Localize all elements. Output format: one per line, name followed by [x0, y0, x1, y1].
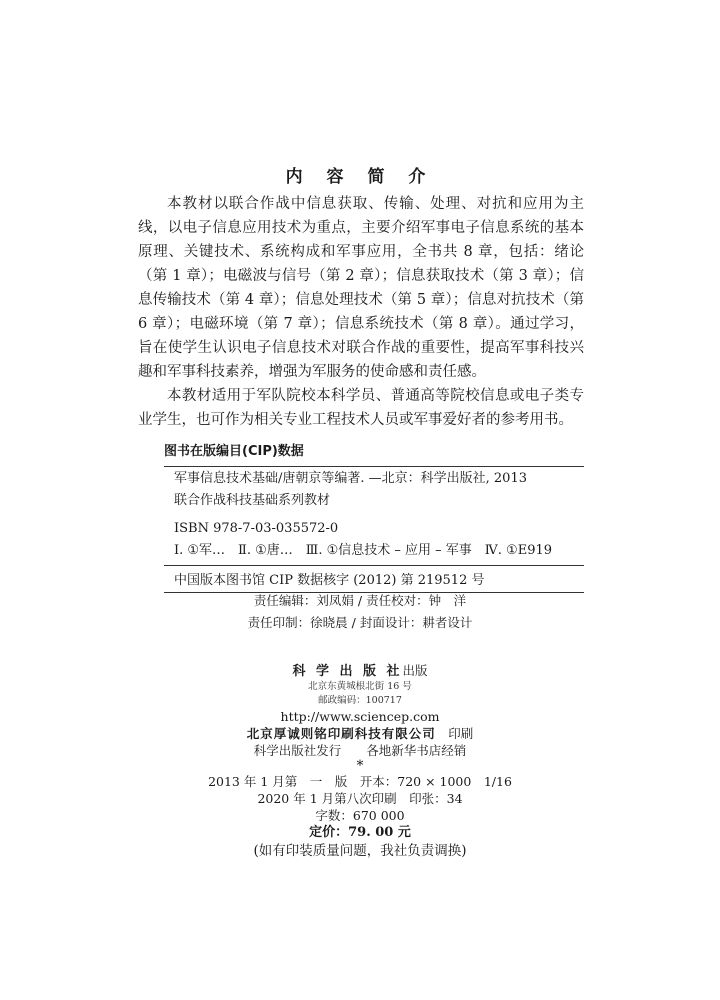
section-title: 内 容 简 介	[285, 167, 435, 187]
publisher-website: http://www.sciencep.com	[280, 709, 440, 724]
publisher-postcode: 邮政编码：100717	[318, 695, 402, 706]
editorial-credits	[0, 590, 720, 634]
publisher-address: 北京东黄城根北街 16 号	[308, 681, 412, 692]
edition-line: 2013 年 1 月第 一 版 开本：720 × 1000 1/16	[208, 774, 512, 789]
printer-line	[0, 725, 720, 742]
publisher-line	[0, 662, 720, 680]
printing-line: 2020 年 1 月第八次印刷 印张：34	[257, 791, 463, 806]
intro-paragraph-2: 本教材适用于军队院校本科学员、普通高等院校信息或电子类专业学生，也可作为相关专业工程技术人员或军事爱好者的参考用书。	[138, 388, 584, 428]
publication-imprint	[0, 662, 720, 861]
credits-line-1: 责任编辑：刘凤娟 / 责任校对：钟 洋	[253, 593, 467, 608]
quality-notice: (如有印装质量问题，我社负责调换)	[253, 843, 467, 859]
publisher-suffix: 出版	[402, 663, 428, 678]
cip-isbn: ISBN 978-7-03-035572-0	[174, 521, 339, 536]
cip-classification: Ⅰ. ①军… Ⅱ. ①唐… Ⅲ. ①信息技术 – 应用 – 军事 Ⅳ. ①E919	[174, 543, 553, 558]
credits-line-2: 责任印制：徐晓晨 / 封面设计：耕者设计	[247, 615, 473, 630]
intro-paragraph-1: 本教材以联合作战中信息获取、传输、处理、对抗和应用为主线，以电子信息应用技术为重点，主要介绍军事电子信息系统的基本原理、关键技术、系统构成和军事应用，全书共 8 章，包括：绪论（第 1 章）；电磁波与信号（第 2 章）；信息获取技术（第 3 章）；信息传输技术（第 4 章）；信息处理技术（第 5 章）；信息对抗技术（第 6 章）；电磁环境（第 7 章）；信息系统技术（第 8 章）。通过学习，旨在使学生认识电子信息技术对联合作战的重要性，提高军事科技兴趣和军事科技素养，增强为军服务的使命感和责任感。	[138, 196, 584, 380]
book-introduction	[138, 192, 584, 432]
publisher-name: 科 学 出 版 社	[292, 664, 403, 679]
printer-name: 北京厚诚则铭印刷科技有限公司	[246, 726, 436, 741]
cip-heading: 图书在版编目(CIP)数据	[164, 440, 584, 467]
cip-record-number: 中国版本图书馆 CIP 数据核字 (2012) 第 219512 号	[164, 565, 584, 593]
price: 定价：79. 00 元	[309, 825, 411, 840]
printer-suffix: 印刷	[448, 726, 474, 741]
word-count: 字数：670 000	[315, 808, 405, 823]
distribution-line: 科学出版社发行 各地新华书店经销	[253, 743, 467, 758]
cip-data-block	[164, 468, 584, 593]
separator-star: *	[356, 758, 364, 774]
cip-series-line: 联合作战科技基础系列教材	[174, 493, 331, 508]
cip-title-line: 军事信息技术基础/唐朝京等编著. —北京：科学出版社, 2013	[174, 471, 527, 486]
